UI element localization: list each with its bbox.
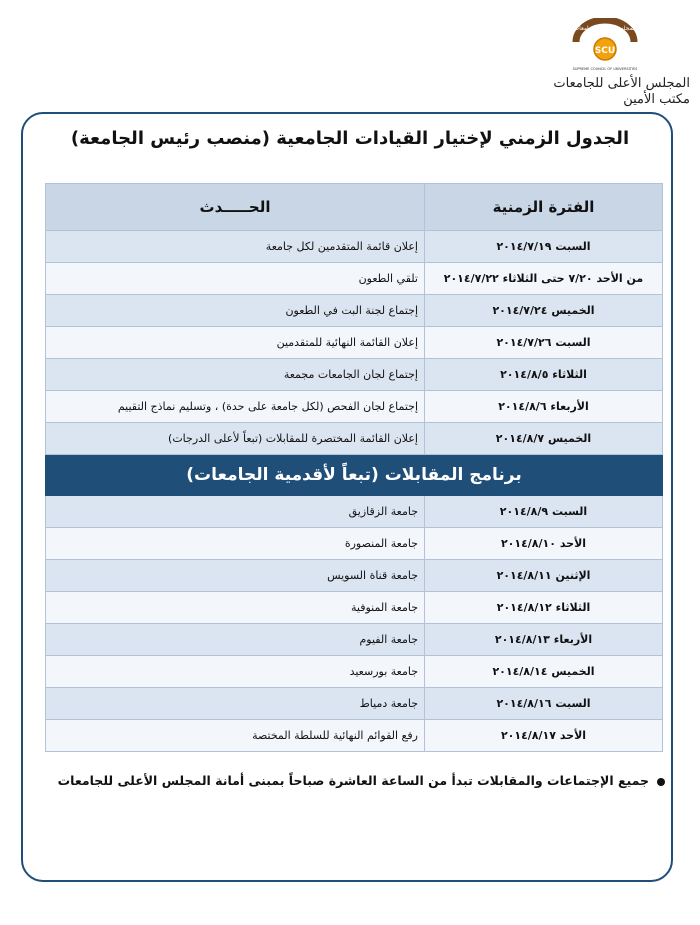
event-cell: جامعة الفيوم (46, 624, 425, 656)
event-cell: تلقي الطعون (46, 263, 425, 295)
event-cell: جامعة المنصورة (46, 528, 425, 560)
period-cell: السبت ٢٠١٤/٧/٢٦ (425, 327, 663, 359)
period-cell: الأحد ٢٠١٤/٨/١٠ (425, 528, 663, 560)
period-column-header: الفترة الزمنية (425, 184, 663, 231)
table-row (46, 327, 663, 359)
period-cell: السبت ٢٠١٤/٨/٩ (425, 496, 663, 528)
period-cell: الثلاثاء ٢٠١٤/٨/٥ (425, 359, 663, 391)
table-row (46, 263, 663, 295)
table-header-row (46, 184, 663, 231)
event-cell: إجتماع لجان الفحص (لكل جامعة على حدة) ، وتسليم نماذج التقييم (46, 391, 425, 423)
table-row (46, 720, 663, 752)
event-cell: إعلان القائمة المختصرة للمقابلات (تبعاً لأعلى الدرجات) (46, 423, 425, 455)
organization-name: المجلس الأعلى للجامعات (553, 76, 690, 91)
bullet-icon (657, 778, 665, 786)
period-cell: الإثنين ٢٠١٤/٨/١١ (425, 560, 663, 592)
period-cell: الخميس ٢٠١٤/٨/٧ (425, 423, 663, 455)
period-cell: الثلاثاء ٢٠١٤/٨/١٢ (425, 592, 663, 624)
period-cell: الخميس ٢٠١٤/٧/٢٤ (425, 295, 663, 327)
event-cell: جامعة دمياط (46, 688, 425, 720)
period-cell: الخميس ٢٠١٤/٨/١٤ (425, 656, 663, 688)
table-row (46, 496, 663, 528)
table-row (46, 560, 663, 592)
table-row (46, 624, 663, 656)
table-row (46, 359, 663, 391)
period-cell: الأربعاء ٢٠١٤/٨/١٣ (425, 624, 663, 656)
event-cell: إجتماع لجان الجامعات مجمعة (46, 359, 425, 391)
office-name: مكتب الأمين (623, 92, 690, 107)
table-row (46, 528, 663, 560)
event-cell: جامعة الزقازيق (46, 496, 425, 528)
period-cell: السبت ٢٠١٤/٧/١٩ (425, 231, 663, 263)
table-row (46, 295, 663, 327)
table-row (46, 656, 663, 688)
event-cell: جامعة المنوفية (46, 592, 425, 624)
event-cell: جامعة بورسعيد (46, 656, 425, 688)
event-cell: إعلان القائمة النهائية للمتقدمين (46, 327, 425, 359)
table-row (46, 391, 663, 423)
period-cell: الأحد ٢٠١٤/٨/١٧ (425, 720, 663, 752)
event-cell: إعلان قائمة المتقدمين لكل جامعة (46, 231, 425, 263)
period-cell: السبت ٢٠١٤/٨/١٦ (425, 688, 663, 720)
document-title: الجدول الزمني لإختيار القيادات الجامعية (منصب رئيس الجامعة) (70, 128, 630, 149)
letterhead (0, 10, 700, 110)
logo-monogram: SCU (594, 46, 616, 56)
event-cell: رفع القوائم النهائية للسلطة المختصة (46, 720, 425, 752)
footnote (45, 773, 665, 788)
event-cell: إجتماع لجنة البت في الطعون (46, 295, 425, 327)
event-cell: جامعة قناة السويس (46, 560, 425, 592)
period-cell: الأربعاء ٢٠١٤/٨/٦ (425, 391, 663, 423)
scu-logo (570, 18, 640, 76)
schedule-table (45, 183, 663, 752)
logo-english-text: SUPREME COUNCIL OF UNIVERSITIES (572, 67, 638, 71)
period-cell: من الأحد ٧/٢٠ حتى الثلاثاء ٢٠١٤/٧/٢٢ (425, 263, 663, 295)
event-column-header: الحـــــدث (46, 184, 425, 231)
interviews-section-row (46, 455, 663, 496)
table-row (46, 592, 663, 624)
footnote-text: جميع الإجتماعات والمقابلات تبدأ من الساعة العاشرة صباحاً بمبنى أمانة المجلس الأعلى للجامعات (57, 773, 649, 788)
table-row (46, 231, 663, 263)
logo-top-text: المجلس الأعلى للجامعات (573, 25, 637, 32)
table-row (46, 688, 663, 720)
interviews-heading: برنامج المقابلات (تبعاً لأقدمية الجامعات) (46, 455, 663, 496)
table-row (46, 423, 663, 455)
